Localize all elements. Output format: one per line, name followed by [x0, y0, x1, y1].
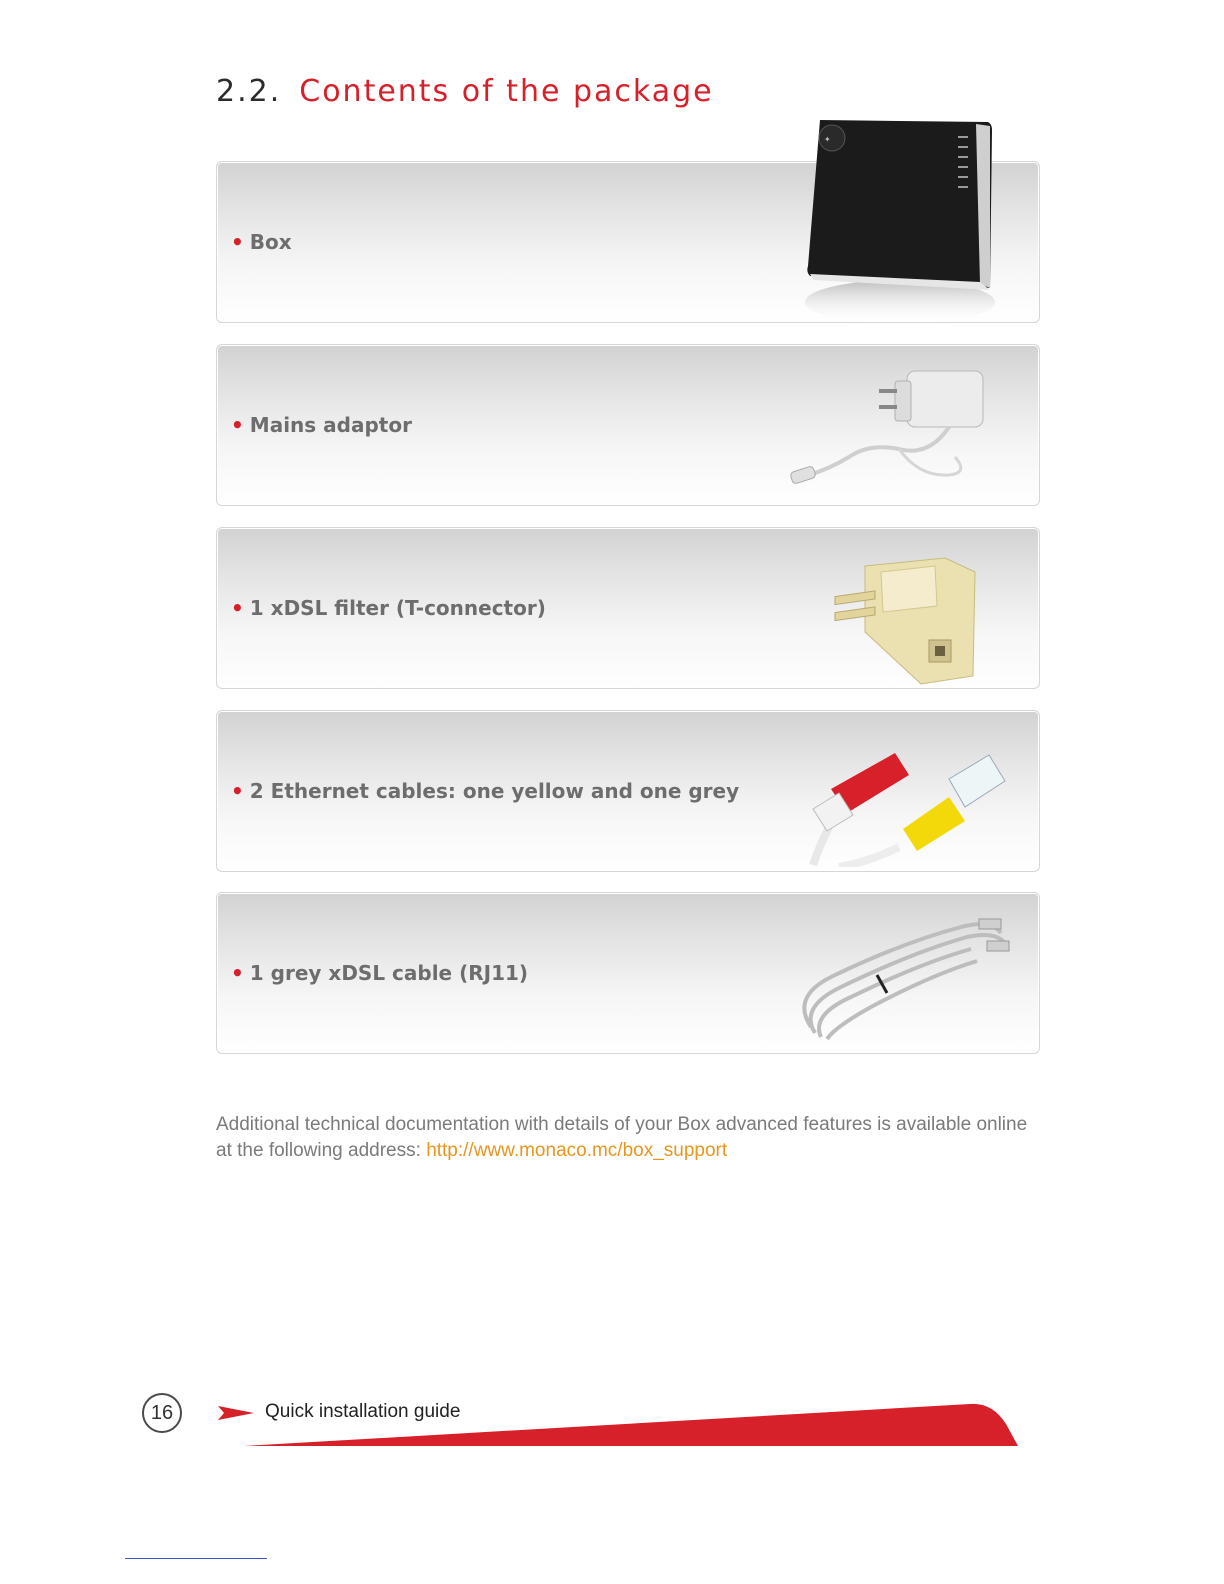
footer-title: Quick installation guide — [265, 1401, 461, 1422]
svg-text:✦: ✦ — [824, 135, 831, 144]
support-link[interactable]: http://www.monaco.mc/box_support — [426, 1140, 728, 1161]
item-label: • 1 xDSL filter (T-connector) — [231, 596, 546, 620]
bullet-icon: • — [231, 413, 244, 437]
documentation-note: Additional technical documentation with details of your Box advanced features is available online at the following address: http://www.monaco.mc/box_support — [216, 1114, 1028, 1161]
item-label: • Box — [231, 230, 292, 254]
item-label: • Mains adaptor — [231, 413, 412, 437]
ethernet-cables-image — [799, 717, 1019, 867]
divider — [125, 1558, 267, 1559]
router-box-image — [790, 112, 1010, 327]
bullet-icon: • — [231, 596, 244, 620]
package-item-mains-adaptor — [216, 344, 1040, 506]
section-heading — [216, 74, 714, 109]
bullet-icon: • — [231, 779, 244, 803]
item-label: • 1 grey xDSL cable (RJ11) — [231, 961, 529, 985]
xdsl-cable-image — [791, 897, 1021, 1047]
bullet-icon: • — [231, 961, 244, 985]
section-title: Contents of the package — [299, 74, 714, 109]
xdsl-filter-image — [825, 536, 1005, 686]
package-item-xdsl-cable — [216, 892, 1040, 1054]
bullet-icon: • — [231, 230, 244, 254]
arrow-icon — [218, 1404, 254, 1422]
section-number: 2.2. — [216, 74, 282, 109]
page-number: 16 — [142, 1393, 182, 1433]
item-label: • 2 Ethernet cables: one yellow and one grey — [231, 779, 740, 803]
package-item-xdsl-filter — [216, 527, 1040, 689]
package-item-ethernet-cables — [216, 710, 1040, 872]
mains-adaptor-image — [779, 357, 1009, 497]
